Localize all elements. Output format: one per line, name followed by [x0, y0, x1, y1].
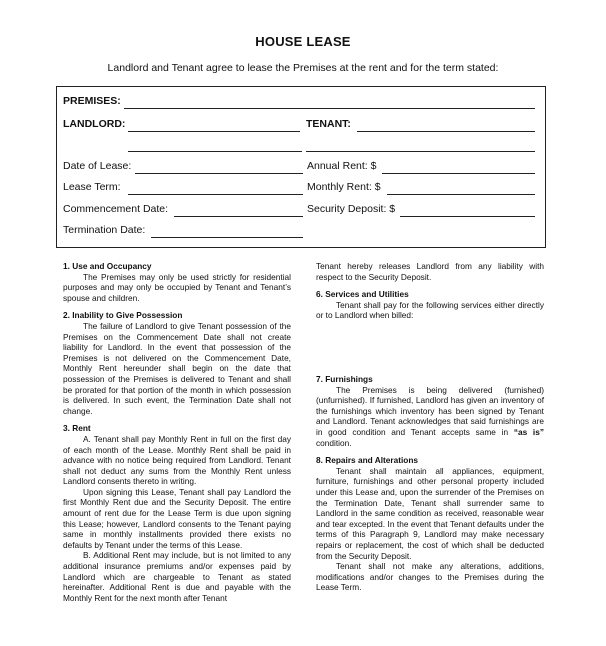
section-7-heading: 7. Furnishings	[316, 374, 373, 384]
landlord-label: LANDLORD:	[63, 118, 126, 130]
landlord-field-line-2[interactable]	[128, 151, 302, 152]
document-subtitle: Landlord and Tenant agree to lease the Premises at the rent and for the term stated:	[107, 62, 499, 74]
section-8-body: Tenant shall maintain all appliances, equipment, furniture, furnishings and other personal property included under this Lease and, upon the surrender of the Premises on the Termination Date, Tenant shall surrender same to Landlord in the same condition as received, reasonable wear and tear excepted. In the event that Tenant defaults under the terms of this Paragraph 9, Landlord may make necessary repairs or replacement, the cost of which shall be deducted from the Security Deposit.	[316, 465, 544, 561]
right-column	[316, 261, 544, 321]
security-deposit-field[interactable]	[400, 216, 535, 217]
tenant-field[interactable]	[357, 131, 535, 132]
premises-field[interactable]	[124, 108, 535, 109]
section-8-heading: 8. Repairs and Alterations	[316, 455, 419, 466]
section-1-body: The Premises may only be used strictly for residential purposes and may only be occupied by Tenant and Tenant’s spouse and children.	[63, 271, 291, 303]
commencement-date-label: Commencement Date:	[63, 203, 169, 215]
termination-date-label: Termination Date:	[63, 224, 146, 236]
tenant-field-line-2[interactable]	[306, 151, 535, 152]
section-1-heading: 1. Use and Occupancy	[63, 261, 152, 271]
commencement-date-field[interactable]	[174, 216, 303, 217]
landlord-field[interactable]	[128, 131, 300, 132]
section-3-para-b: B. Additional Rent may include, but is not limited to any additional insurance premiums and/or expenses paid by Landlord which are chargeable to Tenant as stated hereinafter. Additional Rent is due and payable with the Monthly Rent for the next month after Tenant	[63, 550, 291, 603]
premises-label: PREMISES:	[63, 95, 121, 107]
date-of-lease-label: Date of Lease:	[63, 160, 132, 172]
section-3-para-a2: Upon signing this Lease, Tenant shall pay Landlord the first Monthly Rent due and the Security Deposit. The entire amount of rent due for the Lease Term is due upon signing this Lease; however, Landlord consents to the Tenant paying same in monthly installments provided there exists no defaults by Tenant under the terms of this Lease.	[63, 486, 291, 550]
date-of-lease-field[interactable]	[135, 173, 303, 174]
section-7-body-text: The Premises is being delivered (furnished) (unfurnished). If furnished, Landlord has given an inventory of the furnishings which inventory has been signed by Tenant and Landlord. Tenant acknowledges that said furnishings are in good condition and Tenant accepts same in	[316, 384, 544, 437]
lease-term-field[interactable]	[128, 194, 303, 195]
annual-rent-label: Annual Rent: $	[307, 160, 377, 172]
lease-term-label: Lease Term:	[63, 181, 121, 193]
right-column-lower	[316, 374, 544, 593]
termination-date-field[interactable]	[151, 237, 303, 238]
section-6-heading: 6. Services and Utilities	[316, 289, 409, 300]
annual-rent-field[interactable]	[382, 173, 535, 174]
section-7-body	[316, 385, 544, 449]
section-8-body-2: Tenant shall not make any alterations, additions, modifications and/or changes to the Premises during the Lease Term.	[316, 561, 544, 593]
lease-info-box	[56, 86, 546, 248]
section-3-heading: 3. Rent	[63, 423, 91, 434]
monthly-rent-label: Monthly Rent: $	[307, 181, 381, 193]
section-3-continued: Tenant hereby releases Landlord from any liability with respect to the Security Deposit.	[316, 261, 544, 282]
document-title: HOUSE LEASE	[255, 34, 351, 49]
left-column	[63, 261, 291, 603]
section-3-para-a: A. Tenant shall pay Monthly Rent in full on the first day of each month of the Lease. Monthly Rent shall be paid in advance with no notice being required from Landlord. Tenant shall not deduct any sums from the Monthly Rent unless Landlord consents thereto in writing.	[63, 433, 291, 487]
section-2-heading: 2. Inability to Give Possession	[63, 310, 183, 321]
section-7-body-end: condition.	[316, 437, 352, 448]
monthly-rent-field[interactable]	[387, 194, 535, 195]
security-deposit-label: Security Deposit: $	[307, 203, 396, 215]
section-2-body: The failure of Landlord to give Tenant possession of the Premises on the Commencement Date shall not create liability for Landlord. In the event that possession of the Premises is not delivered on the Commencement Date, Monthly Rent hereunder shall begin on the date that possession of the Premises is delivered to Tenant and shall be prorated for that portion of the month in which possession is delivered. In such event, the Termination Date shall not change.	[63, 320, 291, 416]
section-7-as-is: “as is”	[513, 426, 544, 437]
section-6-body: Tenant shall pay for the following services either directly or to Landlord when billed:	[316, 299, 544, 321]
tenant-label: TENANT:	[306, 118, 351, 130]
